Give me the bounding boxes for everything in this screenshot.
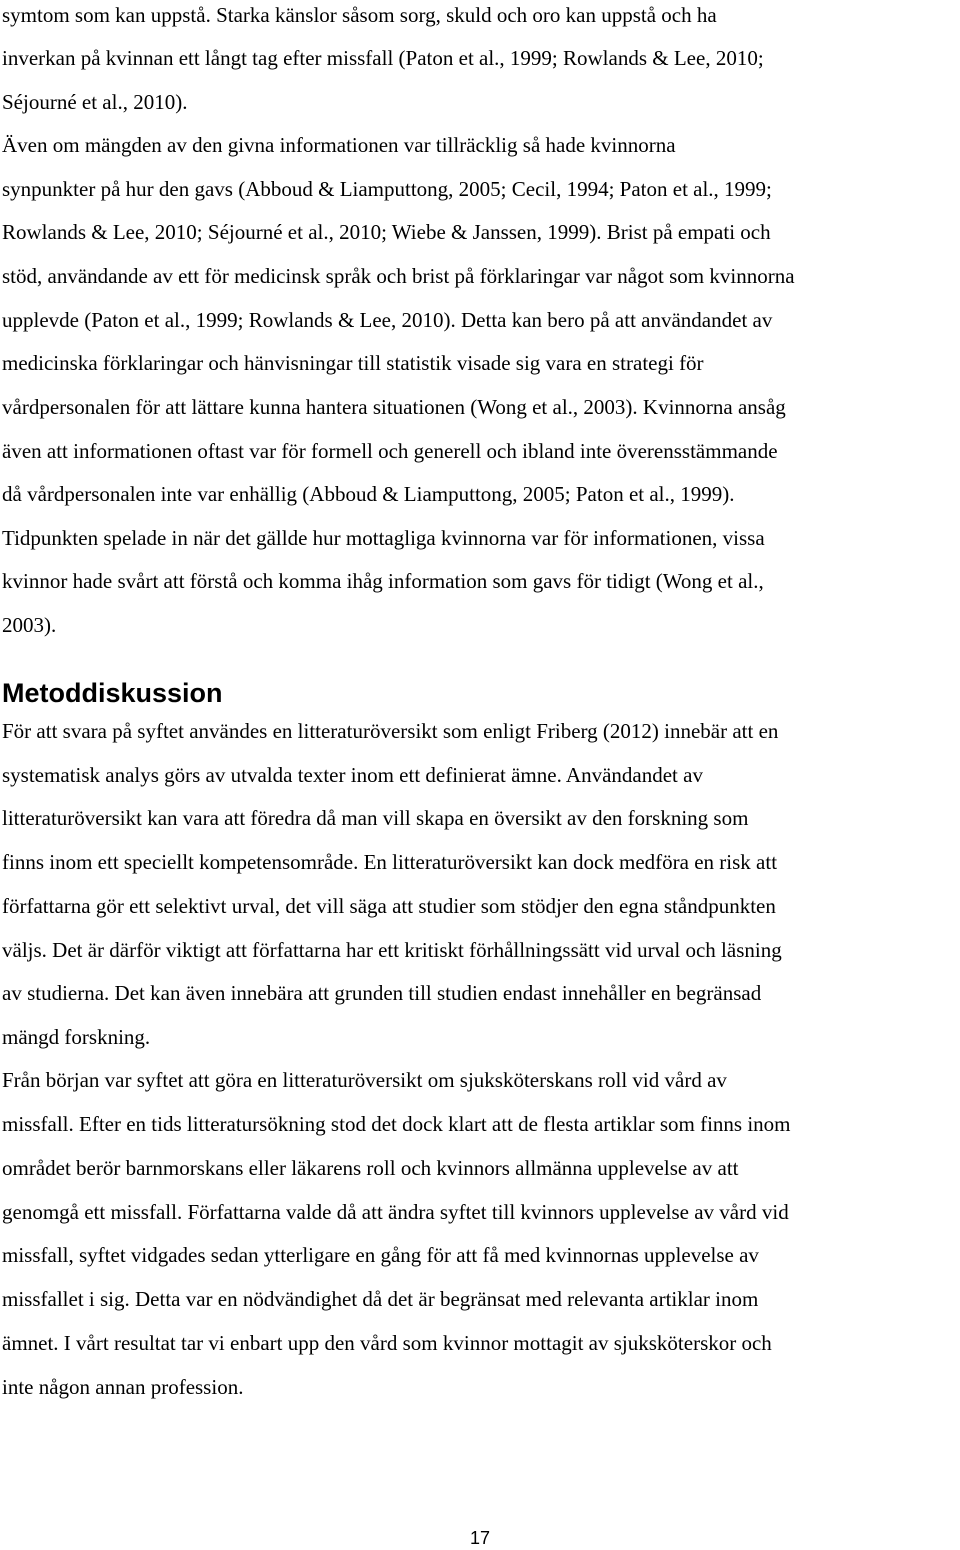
text-line: Från början var syftet att göra en litteraturöversikt om sjuksköterskans roll vid vård av [2, 1068, 727, 1092]
text-line: väljs. Det är därför viktigt att författarna har ett kritiskt förhållningssätt vid urval och läsning [2, 938, 782, 962]
text-line: stöd, användande av ett för medicinsk språk och brist på förklaringar var något som kvinnorna [2, 264, 795, 288]
text-line: finns inom ett speciellt kompetensområde. En litteraturöversikt kan dock medföra en risk att [2, 850, 778, 874]
text-line: upplevde (Paton et al., 1999; Rowlands & Lee, 2010). Detta kan bero på att användandet av [2, 308, 773, 332]
text-line: även att informationen oftast var för formell och generell och ibland inte överensstämmande [2, 439, 778, 463]
text-line: symtom som kan uppstå. Starka känslor såsom sorg, skuld och oro kan uppstå och ha [2, 3, 717, 27]
text-line: av studierna. Det kan även innebära att grunden till studien endast innehåller en begränsad [2, 981, 762, 1005]
text-line: medicinska förklaringar och hänvisningar till statistik visade sig vara en strategi för [2, 351, 704, 375]
text-line: kvinnor hade svårt att förstå och komma ihåg information som gavs för tidigt (Wong et al., [2, 569, 764, 593]
text-line: mängd forskning. [2, 1025, 151, 1049]
text-line: området berör barnmorskans eller läkarens roll och kvinnors allmänna upplevelse av att [2, 1156, 739, 1180]
text-line: Tidpunkten spelade in när det gällde hur mottagliga kvinnorna var för informationen, vissa [2, 526, 765, 550]
text-line: inte någon annan profession. [2, 1375, 244, 1399]
text-line: Rowlands & Lee, 2010; Séjourné et al., 2010; Wiebe & Janssen, 1999). Brist på empati och [2, 220, 771, 244]
text-line: inverkan på kvinnan ett långt tag efter missfall (Paton et al., 1999; Rowlands & Lee, 2010; [2, 46, 764, 70]
text-line: synpunkter på hur den gavs (Abboud & Liamputtong, 2005; Cecil, 1994; Paton et al., 1999; [2, 177, 772, 201]
text-line: litteraturöversikt kan vara att föredra då man vill skapa en översikt av den forskning som [2, 806, 749, 830]
text-line: missfallet i sig. Detta var en nödvändighet då det är begränsat med relevanta artiklar inom [2, 1287, 759, 1311]
text-line: Även om mängden av den givna informationen var tillräcklig så hade kvinnorna [2, 133, 676, 157]
text-line: författarna gör ett selektivt urval, det vill säga att studier som stödjer den egna ståndpunkten [2, 894, 776, 918]
text-line: systematisk analys görs av utvalda texter inom ett definierat ämne. Användandet av [2, 763, 703, 787]
text-line: då vårdpersonalen inte var enhällig (Abboud & Liamputtong, 2005; Paton et al., 1999). [2, 482, 735, 506]
section-heading: Metoddiskussion [2, 678, 223, 708]
text-line: vårdpersonalen för att lättare kunna hantera situationen (Wong et al., 2003). Kvinnorna ansåg [2, 395, 786, 419]
text-line: 2003). [2, 613, 57, 637]
text-line: Séjourné et al., 2010). [2, 90, 188, 114]
text-line: ämnet. I vårt resultat tar vi enbart upp den vård som kvinnor mottagit av sjuksköterskor och [2, 1331, 772, 1355]
page-number: 17 [469, 1528, 491, 1548]
text-line: För att svara på syftet användes en litteraturöversikt som enligt Friberg (2012) innebär att en [2, 719, 779, 743]
text-line: missfall. Efter en tids litteratursökning stod det dock klart att de flesta artiklar som finns inom [2, 1112, 791, 1136]
text-line: missfall, syftet vidgades sedan ytterligare en gång för att få med kvinnornas upplevelse av [2, 1243, 759, 1267]
text-line: genomgå ett missfall. Författarna valde då att ändra syftet till kvinnors upplevelse av vård vid [2, 1200, 789, 1224]
